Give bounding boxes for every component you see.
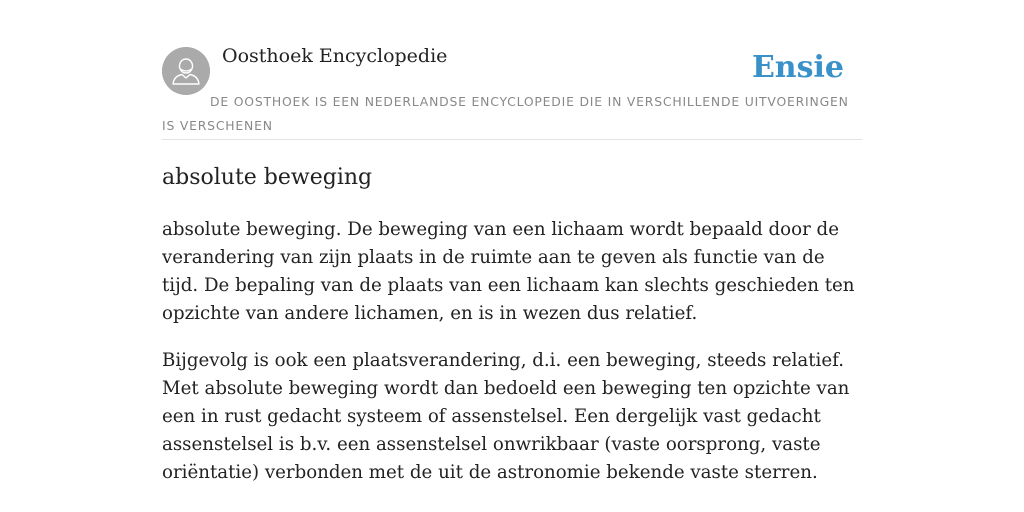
article-body bbox=[162, 216, 862, 506]
user-icon bbox=[162, 47, 210, 95]
article-paragraph: absolute beweging. De beweging van een lichaam wordt bepaald door de verandering van zijn plaats in de ruimte aan te geven als functie van de tijd. De bepaling van de plaats van een lichaam kan slechts geschieden ten opzichte van andere lichamen, en is in wezen dus relatief. bbox=[162, 219, 855, 324]
site-tagline: DE OOSTHOEK IS EEN NEDERLANDSE ENCYCLOPEDIE DIE IN VERSCHILLENDE UITVOERINGEN IS VERSCHENEN bbox=[162, 94, 849, 133]
site-title-link[interactable]: Oosthoek Encyclopedie bbox=[222, 45, 448, 67]
brand-logo[interactable]: Ensie bbox=[751, 50, 844, 85]
header-divider bbox=[162, 139, 862, 140]
article-paragraph: Bijgevolg is ook een plaatsverandering, d.i. een beweging, steeds relatief. Met absolute beweging wordt dan bedoeld een beweging ten opzichte van een in rust gedacht systeem of assenstelsel. Een dergelijk vast gedacht assenstelsel is b.v. een assenstelsel onwrikbaar (vaste oorsprong, vaste oriëntatie) verbonden met de uit de astronomie bekende vaste sterren. bbox=[162, 350, 850, 483]
avatar[interactable] bbox=[162, 47, 210, 95]
page-title: absolute beweging bbox=[162, 165, 373, 190]
